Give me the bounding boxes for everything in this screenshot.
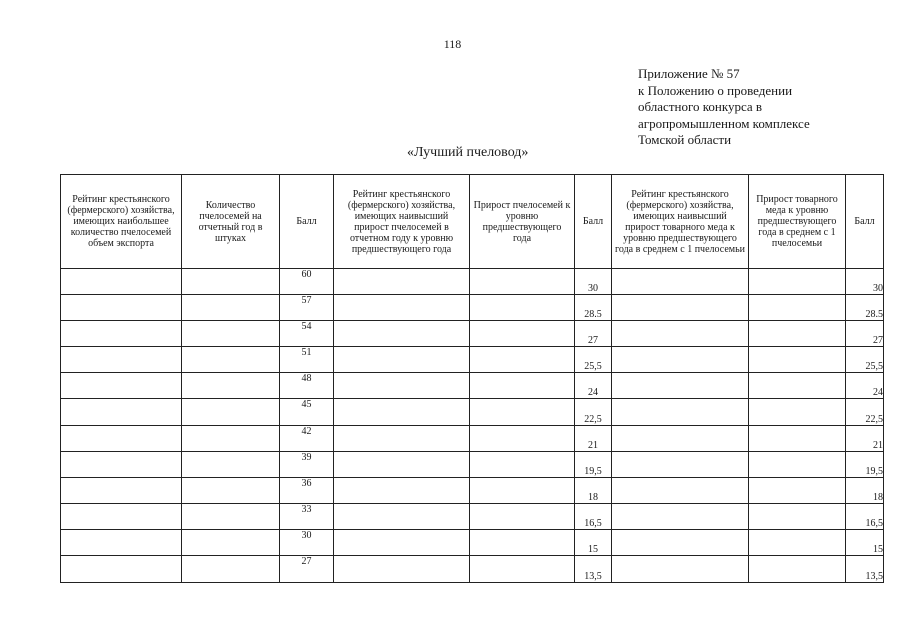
cell-ball-honey-growth: 27 xyxy=(846,321,884,347)
cell-ball-colonies: 54 xyxy=(280,321,334,347)
cell-ball-honey-growth: 13,5 xyxy=(846,556,884,583)
cell-export-rating xyxy=(61,426,182,452)
cell-ball-colonies: 33 xyxy=(280,504,334,530)
cell-ball-colony-growth: 18 xyxy=(575,478,612,504)
cell-colony-growth xyxy=(470,295,575,321)
cell-honey-growth-rating xyxy=(612,556,749,583)
cell-ball-colony-growth: 13,5 xyxy=(575,556,612,583)
cell-colony-growth-rating xyxy=(334,556,470,583)
cell-export-rating xyxy=(61,478,182,504)
cell-honey-growth xyxy=(749,269,846,295)
cell-honey-growth-rating xyxy=(612,295,749,321)
cell-ball-colonies: 30 xyxy=(280,530,334,556)
cell-colony-growth-rating xyxy=(334,373,470,399)
table-row xyxy=(61,321,884,347)
cell-export-rating xyxy=(61,399,182,426)
cell-export-rating xyxy=(61,373,182,399)
cell-colony-growth-rating xyxy=(334,399,470,426)
cell-colony-count xyxy=(182,399,280,426)
cell-ball-colony-growth: 24 xyxy=(575,373,612,399)
cell-honey-growth xyxy=(749,426,846,452)
cell-colony-growth-rating xyxy=(334,530,470,556)
table-header-row xyxy=(61,175,884,269)
table-body xyxy=(61,269,884,583)
cell-colony-count xyxy=(182,347,280,373)
cell-export-rating xyxy=(61,556,182,583)
appendix-line: областного конкурса в xyxy=(638,99,763,114)
cell-ball-colonies: 45 xyxy=(280,399,334,426)
cell-ball-colonies: 57 xyxy=(280,295,334,321)
cell-ball-colony-growth: 15 xyxy=(575,530,612,556)
header-ball: Балл xyxy=(575,175,612,269)
cell-honey-growth-rating xyxy=(612,269,749,295)
cell-honey-growth xyxy=(749,504,846,530)
table-row xyxy=(61,347,884,373)
cell-colony-count xyxy=(182,373,280,399)
cell-honey-growth-rating xyxy=(612,321,749,347)
header-ball: Балл xyxy=(846,175,884,269)
cell-honey-growth xyxy=(749,452,846,478)
cell-colony-growth xyxy=(470,373,575,399)
cell-colony-growth-rating xyxy=(334,426,470,452)
table-row xyxy=(61,269,884,295)
cell-ball-colonies: 39 xyxy=(280,452,334,478)
appendix-line: к Положению о проведении xyxy=(638,82,793,98)
appendix-line: Томской области xyxy=(638,132,732,147)
table-row xyxy=(61,373,884,399)
table-row xyxy=(61,452,884,478)
cell-honey-growth-rating xyxy=(612,530,749,556)
cell-honey-growth-rating xyxy=(612,347,749,373)
cell-honey-growth xyxy=(749,347,846,373)
header-export-rating: Рейтинг крестьянского (фермерского) хозяйства, имеющих наибольшее количество пчелосемей объем экспорта xyxy=(61,175,182,269)
cell-honey-growth-rating xyxy=(612,399,749,426)
table-row xyxy=(61,504,884,530)
cell-ball-colony-growth: 30 xyxy=(575,269,612,295)
cell-colony-growth xyxy=(470,426,575,452)
cell-colony-growth xyxy=(470,504,575,530)
cell-honey-growth xyxy=(749,399,846,426)
cell-ball-colonies: 60 xyxy=(280,269,334,295)
cell-colony-count xyxy=(182,504,280,530)
cell-ball-colonies: 42 xyxy=(280,426,334,452)
cell-colony-count xyxy=(182,556,280,583)
cell-ball-honey-growth: 25,5 xyxy=(846,347,884,373)
cell-colony-count xyxy=(182,295,280,321)
cell-ball-honey-growth: 22,5 xyxy=(846,399,884,426)
cell-ball-colony-growth: 27 xyxy=(575,321,612,347)
cell-ball-honey-growth: 15 xyxy=(846,530,884,556)
cell-colony-growth-rating xyxy=(334,295,470,321)
table-row xyxy=(61,556,884,583)
cell-ball-honey-growth: 16,5 xyxy=(846,504,884,530)
cell-honey-growth-rating xyxy=(612,504,749,530)
cell-colony-count xyxy=(182,478,280,504)
header-honey-growth-rating: Рейтинг крестьянского (фермерского) хозяйства, имеющих наивысший прирост товарного меда к уровню предшествующего года в среднем с 1 пчелосемьи xyxy=(612,175,749,269)
cell-colony-count xyxy=(182,321,280,347)
table-row xyxy=(61,399,884,426)
cell-export-rating xyxy=(61,530,182,556)
cell-colony-growth xyxy=(470,478,575,504)
cell-colony-count xyxy=(182,426,280,452)
cell-honey-growth xyxy=(749,373,846,399)
cell-honey-growth-rating xyxy=(612,478,749,504)
cell-colony-growth-rating xyxy=(334,321,470,347)
cell-export-rating xyxy=(61,295,182,321)
rating-table xyxy=(60,174,884,583)
cell-ball-colonies: 51 xyxy=(280,347,334,373)
cell-ball-colony-growth: 21 xyxy=(575,426,612,452)
cell-ball-colony-growth: 19,5 xyxy=(575,452,612,478)
cell-colony-growth-rating xyxy=(334,478,470,504)
cell-export-rating xyxy=(61,452,182,478)
cell-colony-growth xyxy=(470,321,575,347)
cell-colony-growth xyxy=(470,530,575,556)
cell-colony-count xyxy=(182,530,280,556)
appendix-block xyxy=(638,66,810,149)
cell-colony-growth-rating xyxy=(334,347,470,373)
cell-colony-growth-rating xyxy=(334,269,470,295)
header-colony-growth-rating: Рейтинг крестьянского (фермерского) хозяйства, имеющих наивысший прирост пчелосемей в отчетном году к уровню предшествующего года xyxy=(334,175,470,269)
cell-colony-growth-rating xyxy=(334,504,470,530)
cell-ball-honey-growth: 21 xyxy=(846,426,884,452)
appendix-line: агропромышленном комплексе xyxy=(638,115,810,131)
cell-export-rating xyxy=(61,321,182,347)
cell-ball-honey-growth: 24 xyxy=(846,373,884,399)
cell-export-rating xyxy=(61,504,182,530)
appendix-line: Приложение № 57 xyxy=(638,66,740,81)
cell-colony-count xyxy=(182,452,280,478)
header-honey-growth: Прирост товарного меда к уровню предшествующего года в среднем с 1 пчелосемьи xyxy=(749,175,846,269)
page-number: 118 xyxy=(443,37,462,51)
cell-ball-colony-growth: 28.5 xyxy=(575,295,612,321)
cell-ball-colonies: 48 xyxy=(280,373,334,399)
cell-colony-growth xyxy=(470,452,575,478)
header-ball: Балл xyxy=(280,175,334,269)
cell-export-rating xyxy=(61,347,182,373)
cell-honey-growth-rating xyxy=(612,373,749,399)
cell-colony-growth-rating xyxy=(334,452,470,478)
cell-honey-growth xyxy=(749,478,846,504)
cell-export-rating xyxy=(61,269,182,295)
table-row xyxy=(61,478,884,504)
cell-ball-colony-growth: 22,5 xyxy=(575,399,612,426)
table-row xyxy=(61,530,884,556)
table-row xyxy=(61,295,884,321)
cell-colony-growth xyxy=(470,269,575,295)
cell-colony-growth xyxy=(470,347,575,373)
cell-colony-count xyxy=(182,269,280,295)
header-colony-count: Количество пчелосемей на отчетный год в штуках xyxy=(182,175,280,269)
cell-colony-growth xyxy=(470,399,575,426)
header-colony-growth: Прирост пчелосемей к уровню предшествующего года xyxy=(470,175,575,269)
cell-honey-growth-rating xyxy=(612,452,749,478)
cell-ball-honey-growth: 28.5 xyxy=(846,295,884,321)
cell-honey-growth xyxy=(749,295,846,321)
cell-colony-growth xyxy=(470,556,575,583)
cell-ball-honey-growth: 18 xyxy=(846,478,884,504)
cell-ball-honey-growth: 19,5 xyxy=(846,452,884,478)
cell-honey-growth-rating xyxy=(612,426,749,452)
cell-honey-growth xyxy=(749,530,846,556)
cell-ball-colony-growth: 25,5 xyxy=(575,347,612,373)
cell-ball-colonies: 27 xyxy=(280,556,334,583)
cell-honey-growth xyxy=(749,556,846,583)
table-row xyxy=(61,426,884,452)
cell-ball-honey-growth: 30 xyxy=(846,269,884,295)
document-title: «Лучший пчеловод» xyxy=(407,145,529,160)
cell-ball-colonies: 36 xyxy=(280,478,334,504)
cell-ball-colony-growth: 16,5 xyxy=(575,504,612,530)
cell-honey-growth xyxy=(749,321,846,347)
